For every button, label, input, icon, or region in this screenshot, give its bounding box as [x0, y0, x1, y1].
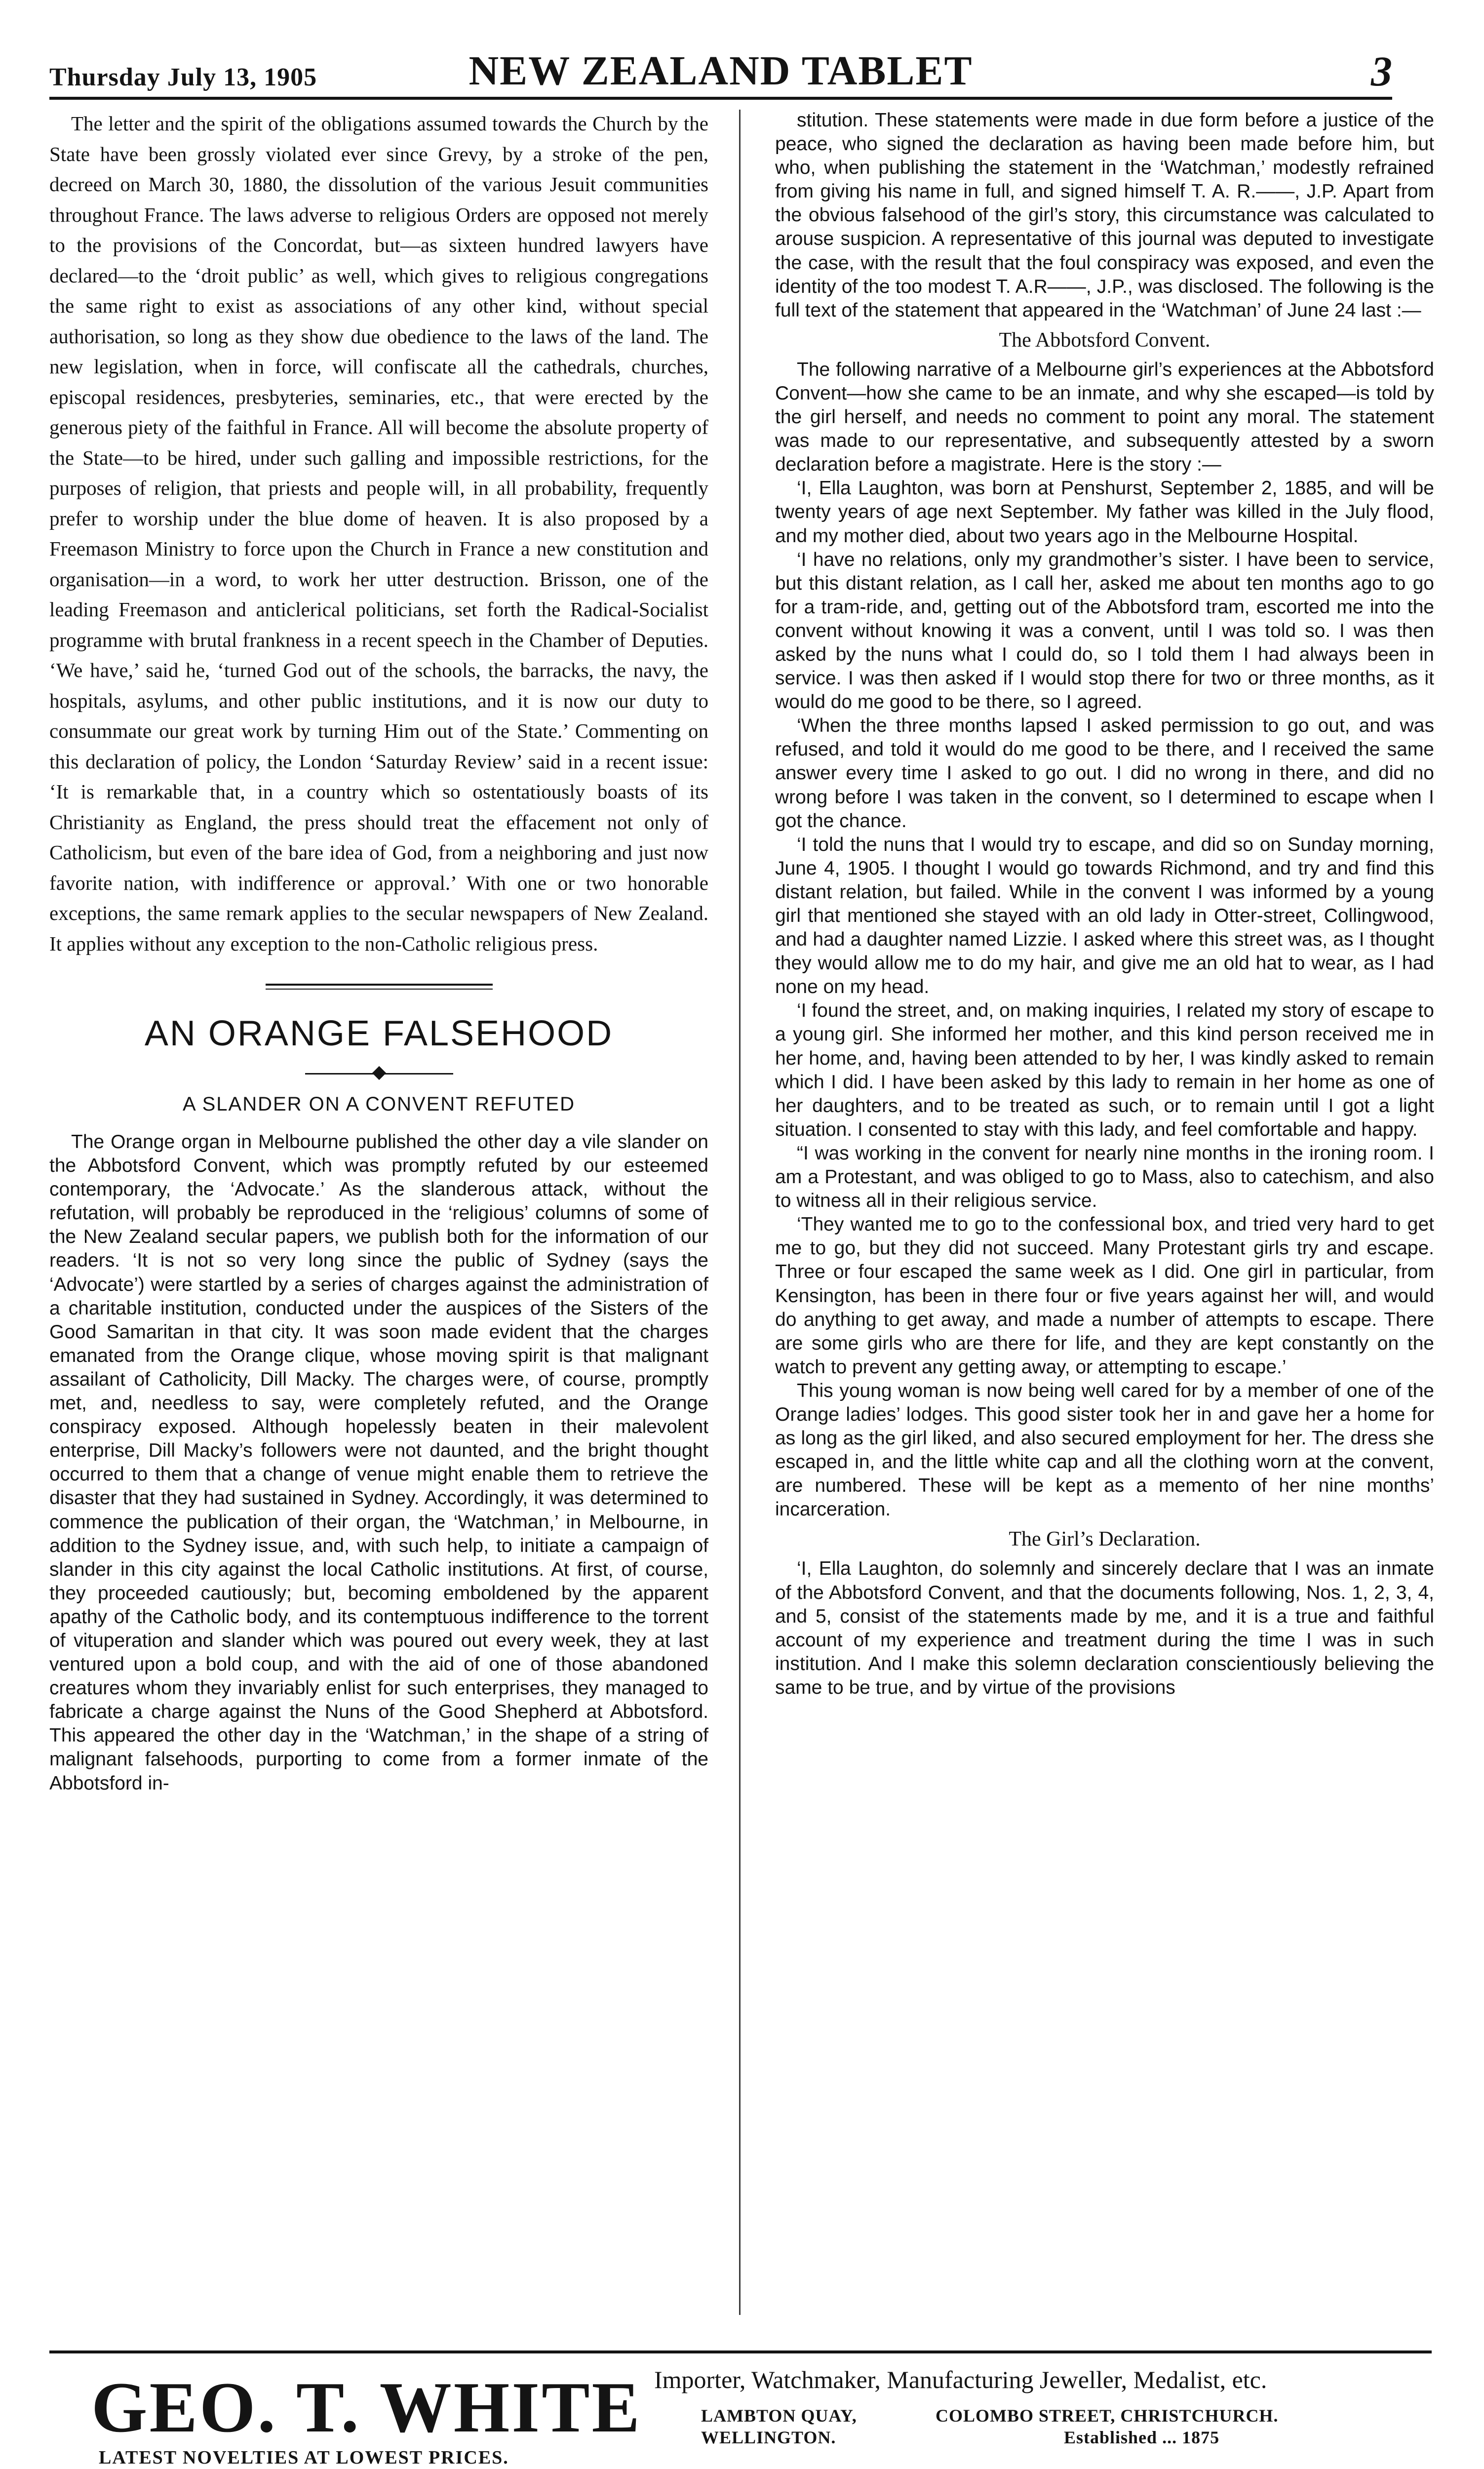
- right-column: [775, 109, 1434, 2316]
- diamond-icon: [372, 1066, 386, 1080]
- narrative-paragraph: “I was working in the convent for nearly nine months in the ironing room. I am a Protestant, and was obliged to go to Mass, also to catechism, and also to witness all in their religious service.: [775, 1142, 1434, 1212]
- ornament-divider: [305, 1064, 453, 1083]
- narrative-paragraph: ‘I, Ella Laughton, was born at Penshurst, September 2, 1885, and will be twenty years of age next September. My father was killed in the July flood, and my mother died, about two years ago in the Melbourne Hospital.: [775, 478, 1434, 547]
- address-line: COLOMBO STREET, CHRISTCHURCH.: [936, 2406, 1279, 2426]
- editorial-text: [49, 109, 708, 959]
- section-heading-girls-declaration: The Girl’s Declaration.: [1009, 1528, 1201, 1551]
- established-line: Established ... 1875: [1064, 2428, 1220, 2447]
- article-subheadline: A SLANDER ON A CONVENT REFUTED: [183, 1093, 575, 1115]
- article-paragraph: The Orange organ in Melbourne published the other day a vile slander on the Abbotsford Convent, which was promptly refuted by our esteemed contemporary, the ‘Advocate.’ As the slanderous attack, without the refutation, will probably be reproduced in the ‘religious’ columns of some of the New Zealand secular papers, we publish both for the information of our readers. ‘It is not so very long since the public of Sydney (says the ‘Advocate’) were startled by a series of charges against the administration of a charitable institution, conducted under the auspices of the Sisters of the Good Samaritan in that city. It was soon made evident that the charges emanated from the Orange clique, whose moving spirit is that malignant assailant of Catholicity, Dill Macky. The charges were, of course, promptly met, and, needless to say, were completely refuted, and the Orange conspiracy exposed. Although hopelessly beaten in their malevolent enterprise, Dill Macky’s followers were not daunted, and the bright thought occurred to them that a change of venue might enable them to retrieve the disaster that they had sustained in Sydney. Accordingly, it was determined to commence the publication of their organ, the ‘Watchman,’ in Melbourne, in addition to the Sydney issue, and, with such help, to initiate a campaign of slander in this city against the local Catholic institutions. At first, of course, they proceeded cautiously; but, becoming emboldened by the apparent apathy of the Catholic body, and its contemptuous indifference to the torrent of vituperation and slander which was poured out every week, they at last ventured upon a bold coup, and with the aid of one of those abandoned creatures whom they invariably enlist for such enterprises, they managed to fabricate a charge against the Nuns of the Good Shepherd at Abbotsford. This appeared the other day in the ‘Watchman,’ in the shape of a string of malignant falsehoods, purporting to come from a former inmate of the Abbotsford in-: [49, 1131, 708, 1794]
- masthead-title: NEW ZEALAND TABLET: [469, 48, 973, 94]
- declaration-paragraph: ‘I, Ella Laughton, do solemnly and sincerely declare that I was an inmate of the Abbotsford Convent, and that the documents following, Nos. 1, 2, 3, 4, and 5, consist of the statements made by me, and it is a true and faithful account of my experience and treatment during the time I was in such institution. And I make this solemn declaration conscientiously believing the same to be true, and by virtue of the provisions: [775, 1558, 1434, 1698]
- article-continuation-paragraph: stitution. These statements were made in due form before a justice of the peace, who signed the declaration as having been made before him, but who, when publishing the statement in the ‘Watchman,’ modestly refrained from giving his name in full, and signed himself T. A. R.——, J.P. Apart from the obvious falsehood of the girl’s story, this circumstance was calculated to arouse suspicion. A representative of this journal was deputed to investigate the case, with the result that the foul conspiracy was exposed, and even the identity of the too modest T. A.R——, J.P., was disclosed. The following is the full text of the statement that appeared in the ‘Watchman’ of June 24 last :—: [775, 110, 1434, 321]
- article-separator-rule: [266, 984, 493, 990]
- address-line: LAMBTON QUAY,: [701, 2406, 857, 2426]
- section-heading-abbotsford-convent: The Abbotsford Convent.: [999, 328, 1211, 352]
- advertisement-rule: [49, 2350, 1432, 2353]
- advertiser-name: GEO. T. WHITE: [91, 2367, 642, 2447]
- article-headline: AN ORANGE FALSEHOOD: [144, 1014, 614, 1053]
- narrative-paragraph: ‘I found the street, and, on making inquiries, I related my story of escape to a young girl. She informed her mother, and this kind person received me in her home, and, having been attended to by her, I was kindly asked to remain which I did. I have been asked by this lady to remain in her home as one of her daughters, and to be treated as such, or to remain until I got a light situation. I consented to stay with this lady, and feel comfortable and happy.: [775, 1000, 1434, 1140]
- advertiser-description: Importer, Watchmaker, Manufacturing Jeweller, Medalist, etc.: [654, 2366, 1267, 2393]
- narrative-paragraph: The following narrative of a Melbourne girl’s experiences at the Abbotsford Convent—how she came to be an inmate, and why she escaped—is told by the girl herself, and needs no comment to point any moral. The statement was made to our representative, and subsequently attested by a sworn declaration before a magistrate. Here is the story :—: [775, 358, 1434, 476]
- address-line: WELLINGTON.: [701, 2428, 836, 2447]
- narrative-paragraph: ‘I have no relations, only my grandmother’s sister. I have been to service, but this distant relation, as I call her, asked me about ten months ago to go for a tram-ride, and, getting out of the Abbotsford tram, escorted me into the convent without knowing it was a convent, until I was told so. I was then asked by the nuns what I could do, so I told them I had always been in service. I was then asked if I would stop there for two or three months, as it would do me good to be there, so I agreed.: [775, 549, 1434, 713]
- christchurch-address: [936, 2405, 1278, 2448]
- left-column: [49, 109, 708, 2316]
- narrative-paragraph: ‘They wanted me to go to the confessional box, and tried very hard to get me to go, but they did not succeed. Many Protestant girls try and escape. Three or four escaped the same week as I did. One girl in particular, from Kensington, has been in there four or five years against her will, and would do anything to get away, and made a number of attempts to escape. There are some girls who are there for life, and they are kept constantly on the watch to prevent any getting away, or attempting to escape.’: [775, 1214, 1434, 1378]
- editorial-paragraph: The letter and the spirit of the obligations assumed towards the Church by the State have been grossly violated ever since Grevy, by a stroke of the pen, decreed on March 30, 1880, the dissolution of the various Jesuit communities throughout France. The laws adverse to religious Orders are opposed not merely to the provisions of the Concordat, but—as sixteen hundred lawyers have declared—to the ‘droit public’ as well, which gives to religious congregations the same right to exist as associations of any other kind, without special authorisation, so long as they show due obedience to the laws of the land. The new legislation, when in force, will confiscate all the cathedrals, churches, episcopal residences, presbyteries, seminaries, etc., that were erected by the generous piety of the faithful in France. All will become the absolute property of the State—to be hired, under such galling and impossible restrictions, for the purposes of religion, that priests and people will, in all probability, frequently prefer to worship under the blue dome of heaven. It is also proposed by a Freemason Ministry to force upon the Church in France a new constitution and organisation—in a word, to work her utter destruction. Brisson, one of the leading Freemason and anticlerical politicians, set forth the Radical-Socialist programme with brutal frankness in a recent speech in the Chamber of Deputies. ‘We have,’ said he, ‘turned God out of the schools, the barracks, the navy, the hospitals, asylums, and other public institutions, and it is now our duty to consummate our great work by turning Him out of the State.’ Commenting on this declaration of policy, the London ‘Saturday Review’ said in a recent issue: ‘It is remarkable that, in a country which so ostentatiously boasts of its Christianity as England, the press should treat the effacement not only of Catholicism, but even of the bare idea of God, from a neighboring and just now favorite nation, with indifference or approval.’ With one or two honorable exceptions, the same remark applies to the secular newspapers of New Zealand. It applies without any exception to the non-Catholic religious press.: [49, 112, 708, 955]
- article-text: [49, 1130, 708, 1795]
- narrative-paragraph: ‘When the three months lapsed I asked permission to go out, and was refused, and told it would do me good to be there, and I received the same answer every time I asked to go out. I did no wrong in there, and did no wrong before I was taken in the convent, so I determined to escape when I got the chance.: [775, 715, 1434, 832]
- page-number: 3: [1371, 47, 1392, 95]
- column-divider: [739, 110, 741, 2315]
- advertiser-tagline: LATEST NOVELTIES AT LOWEST PRICES.: [99, 2447, 509, 2468]
- page-header: [49, 49, 1392, 100]
- wellington-address: [701, 2405, 857, 2448]
- narrative-paragraph: ‘I told the nuns that I would try to escape, and did so on Sunday morning, June 4, 1905. I thought I would go towards Richmond, and try and find this distant relation, but failed. While in the convent I was informed by a young girl that mentioned she stayed with an old lady in Otter-street, Collingwood, and had a daughter named Lizzie. I asked where this street was, as I thought they would allow me to do my hair, and give me an old hat to wear, as I had none on my head.: [775, 834, 1434, 998]
- narrative-paragraph: This young woman is now being well cared for by a member of one of the Orange ladies’ lodges. This good sister took her in and gave her a home for as long as the girl liked, and also secured employment for her. The dress she escaped in, and the little white cap and all the clothing worn at the convent, are numbered. These will be kept as a memento of her nine months’ incarceration.: [775, 1380, 1434, 1520]
- issue-date: Thursday July 13, 1905: [49, 63, 317, 91]
